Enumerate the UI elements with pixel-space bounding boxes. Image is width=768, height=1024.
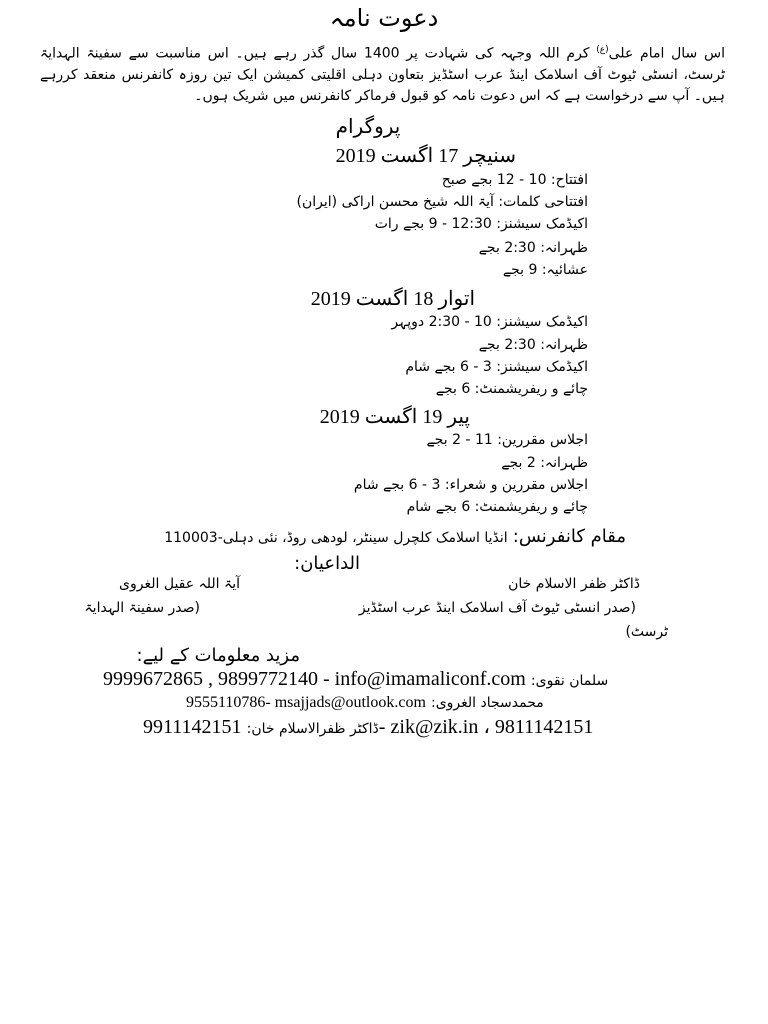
- day-1-item: ظہرانہ: 2:30 بجے: [478, 240, 588, 256]
- venue-value: انڈیا اسلامک کلچرل سینٹر، لودھی روڈ، نئی دہلی-110003: [164, 530, 508, 546]
- contact-line-2-value: 9555110786- msajjads@outlook.com: [186, 694, 426, 711]
- day-1-item: عشائیہ: 9 بجے: [502, 262, 588, 278]
- host-2-title: (صدر سفینۃ الہدایۃ: [84, 600, 200, 616]
- contact-line-1-value: 9999672865 , 9899772140 - info@imamaliconf.com: [103, 668, 526, 690]
- contact-line-3: [143, 714, 593, 739]
- contact-heading: مزید معلومات کے لیے:: [136, 645, 300, 666]
- host-1-name: ڈاکٹر ظفر الاسلام خان: [508, 576, 640, 592]
- day-2-item: اکیڈمک سیشنز: 3 - 6 بجے شام: [405, 359, 588, 375]
- day-3-item: اجلاس مقررین و شعراء: 3 - 6 بجے شام: [353, 477, 588, 493]
- day-3-heading: پیر 19 اگست 2019: [319, 406, 470, 428]
- contact-line-1: [103, 668, 608, 691]
- day-2-heading: اتوار 18 اگست 2019: [310, 288, 475, 310]
- day-3-item: اجلاس مقررین: 11 - 2 بجے: [426, 432, 588, 448]
- intro-paragraph: [40, 40, 725, 107]
- page-title: دعوت نامہ: [329, 4, 439, 32]
- contact-line-1-name: سلمان نقوی:: [530, 673, 609, 689]
- intro-text-start: اس سال امام علی: [608, 45, 726, 62]
- hosts-heading: الداعیان:: [294, 553, 360, 574]
- host-1-title: (صدر انسٹی ٹیوٹ آف اسلامک اینڈ عرب اسٹڈیز: [358, 600, 636, 616]
- venue-line: [164, 526, 626, 547]
- day-2-item: چائے و ریفریشمنٹ: 6 بجے: [435, 381, 588, 397]
- venue-label: مقام کانفرنس:: [512, 526, 626, 547]
- contact-line-2: [186, 692, 544, 712]
- intro-honorific: (ع): [596, 45, 609, 55]
- contact-line-3-email: zik@zik.in: [390, 716, 479, 738]
- day-2-item: اکیڈمک سیشنز: 10 - 2:30 دوپہر: [391, 314, 588, 330]
- day-1-item: افتتاحی کلمات: آیۃ اللہ شیخ محسن اراکی (ایران): [296, 194, 588, 210]
- contact-line-3-value: ، 9811142151: [483, 716, 594, 738]
- day-1-heading: سنیچر 17 اگست 2019: [335, 145, 516, 167]
- contact-line-3-name: ڈاکٹر ظفرالاسلام خان:: [246, 721, 379, 737]
- intro-text-rest: کرم اللہ وجہہ کی شہادت پر 1400 سال گذر رہے ہیں۔ اس مناسبت سے سفینۃ الہدایۃ ٹرسٹ، انسٹی ٹیوٹ آف اسلامک اینڈ عرب اسٹڈیز بتعاون دہلی اقلیتی کمیشن ایک تین روزہ کانفرنس منعقد کررہے ہیں۔ آپ سے درخواست ہے کہ اس دعوت نامہ کو قبول فرماکر کانفرنس میں شریک ہوں۔: [40, 45, 725, 104]
- day-1-item: اکیڈمک سیشنز: 12:30 - 9 بجے رات: [374, 216, 588, 232]
- host-2-name: آیۃ اللہ عقیل الغروی: [119, 576, 240, 592]
- day-2-item: ظہرانہ: 2:30 بجے: [478, 337, 588, 353]
- contact-line-2-name: محمدسجاد الغروی:: [431, 695, 544, 711]
- day-1-item: افتتاح: 10 - 12 بجے صبح: [441, 172, 588, 188]
- contact-line-3-phone: 9911142151-: [143, 716, 386, 738]
- host-1-title-cont: ٹرسٹ): [625, 624, 668, 640]
- program-heading: پروگرام: [335, 114, 401, 138]
- day-3-item: ظہرانہ: 2 بجے: [501, 455, 588, 471]
- day-3-item: چائے و ریفریشمنٹ: 6 بجے شام: [406, 499, 588, 515]
